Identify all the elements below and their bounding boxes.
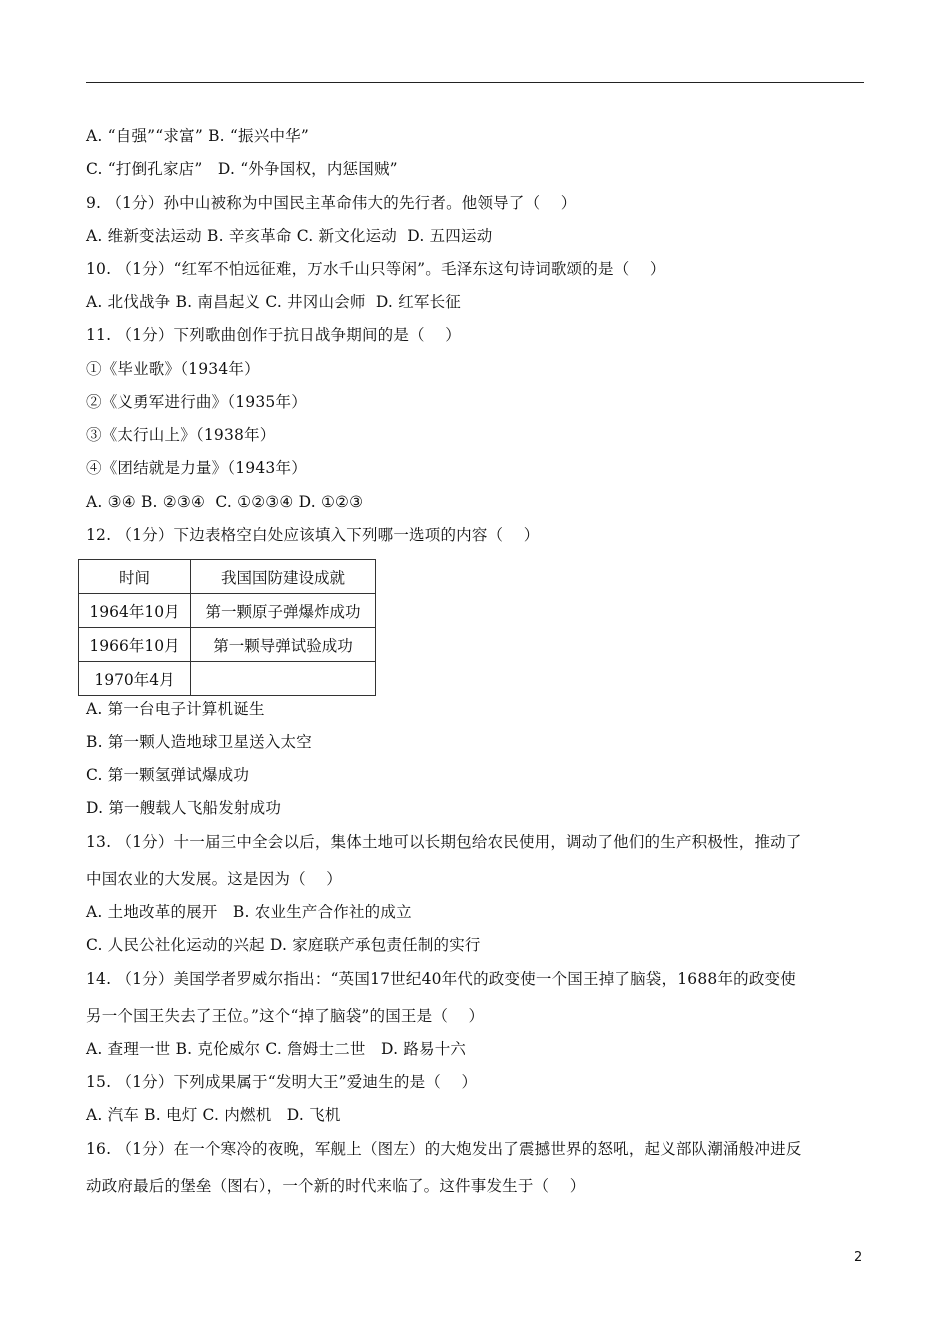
q14-stem-line2: 另一个国王失去了王位。”这个“掉了脑袋”的国王是（ ）	[86, 1007, 485, 1025]
q12-option-c: C. 第一颗氢弹试爆成功	[86, 766, 250, 784]
q10-stem: 10. （1分）“红军不怕远征难，万水千山只等闲”。毛泽东这句诗词歌颂的是（ ）	[86, 260, 666, 278]
q9-stem: 9. （1分）孙中山被称为中国民主革命伟大的先行者。他领导了（ ）	[86, 194, 577, 212]
table-row	[79, 628, 376, 662]
q9-options: A. 维新变法运动 B. 辛亥革命 C. 新文化运动 D. 五四运动	[86, 227, 493, 245]
table-cell-achievement: 第一颗导弹试验成功	[191, 628, 376, 662]
q8-options-cd: C. “打倒孔家店” D. “外争国权，内惩国贼”	[86, 160, 398, 178]
q12-option-a: A. 第一台电子计算机诞生	[86, 700, 265, 718]
q12-option-b: B. 第一颗人造地球卫星送入太空	[86, 733, 312, 751]
q14-options: A. 查理一世 B. 克伦威尔 C. 詹姆士二世 D. 路易十六	[86, 1040, 467, 1058]
header-rule	[86, 82, 864, 83]
defense-achievements-table	[78, 559, 376, 696]
table-cell-date: 1970年4月	[79, 662, 191, 696]
q11-options: A. ③④ B. ②③④ C. ①②③④ D. ①②③	[86, 493, 364, 511]
q13-options-cd: C. 人民公社化运动的兴起 D. 家庭联产承包责任制的实行	[86, 936, 481, 954]
page-number: 2	[854, 1250, 863, 1265]
q11-item-3: ③《太行山上》（1938年）	[86, 426, 276, 444]
q13-stem-line1: 13. （1分）十一届三中全会以后，集体土地可以长期包给农民使用，调动了他们的生产积极性，推动了	[86, 833, 802, 851]
table-row	[79, 662, 376, 696]
q8-options-ab: A. “自强”“求富” B. “振兴中华”	[86, 127, 309, 145]
table-header-cell: 时间	[79, 560, 191, 594]
table-header-cell: 我国国防建设成就	[191, 560, 376, 594]
q14-stem-line1: 14. （1分）美国学者罗威尔指出：“英国17世纪40年代的政变使一个国王掉了脑袋，1688年的政变使	[86, 970, 796, 988]
q11-item-1: ①《毕业歌》（1934年）	[86, 360, 260, 378]
table-cell-achievement: 第一颗原子弹爆炸成功	[191, 594, 376, 628]
q13-stem-line2: 中国农业的大发展。这是因为（ ）	[86, 870, 343, 888]
q11-item-2: ②《义勇军进行曲》（1935年）	[86, 393, 307, 411]
q10-options: A. 北伐战争 B. 南昌起义 C. 井冈山会师 D. 红军长征	[86, 293, 461, 311]
q16-stem-line1: 16. （1分）在一个寒冷的夜晚，军舰上（图左）的大炮发出了震撼世界的怒吼，起义部队潮涌般冲进反	[86, 1140, 802, 1158]
q15-stem: 15. （1分）下列成果属于“发明大王”爱迪生的是（ ）	[86, 1073, 478, 1091]
q13-options-ab: A. 土地改革的展开 B. 农业生产合作社的成立	[86, 903, 412, 921]
q15-options: A. 汽车 B. 电灯 C. 内燃机 D. 飞机	[86, 1106, 341, 1124]
q12-stem: 12. （1分）下边表格空白处应该填入下列哪一选项的内容（ ）	[86, 526, 540, 544]
table-header-row	[79, 560, 376, 594]
q12-option-d: D. 第一艘载人飞船发射成功	[86, 799, 282, 817]
q16-stem-line2: 动政府最后的堡垒（图右），一个新的时代来临了。这件事发生于（ ）	[86, 1177, 586, 1195]
table-cell-blank	[191, 662, 376, 696]
table-row	[79, 594, 376, 628]
q11-item-4: ④《团结就是力量》（1943年）	[86, 459, 307, 477]
table-cell-date: 1966年10月	[79, 628, 191, 662]
q11-stem: 11. （1分）下列歌曲创作于抗日战争期间的是（ ）	[86, 326, 461, 344]
table-cell-date: 1964年10月	[79, 594, 191, 628]
